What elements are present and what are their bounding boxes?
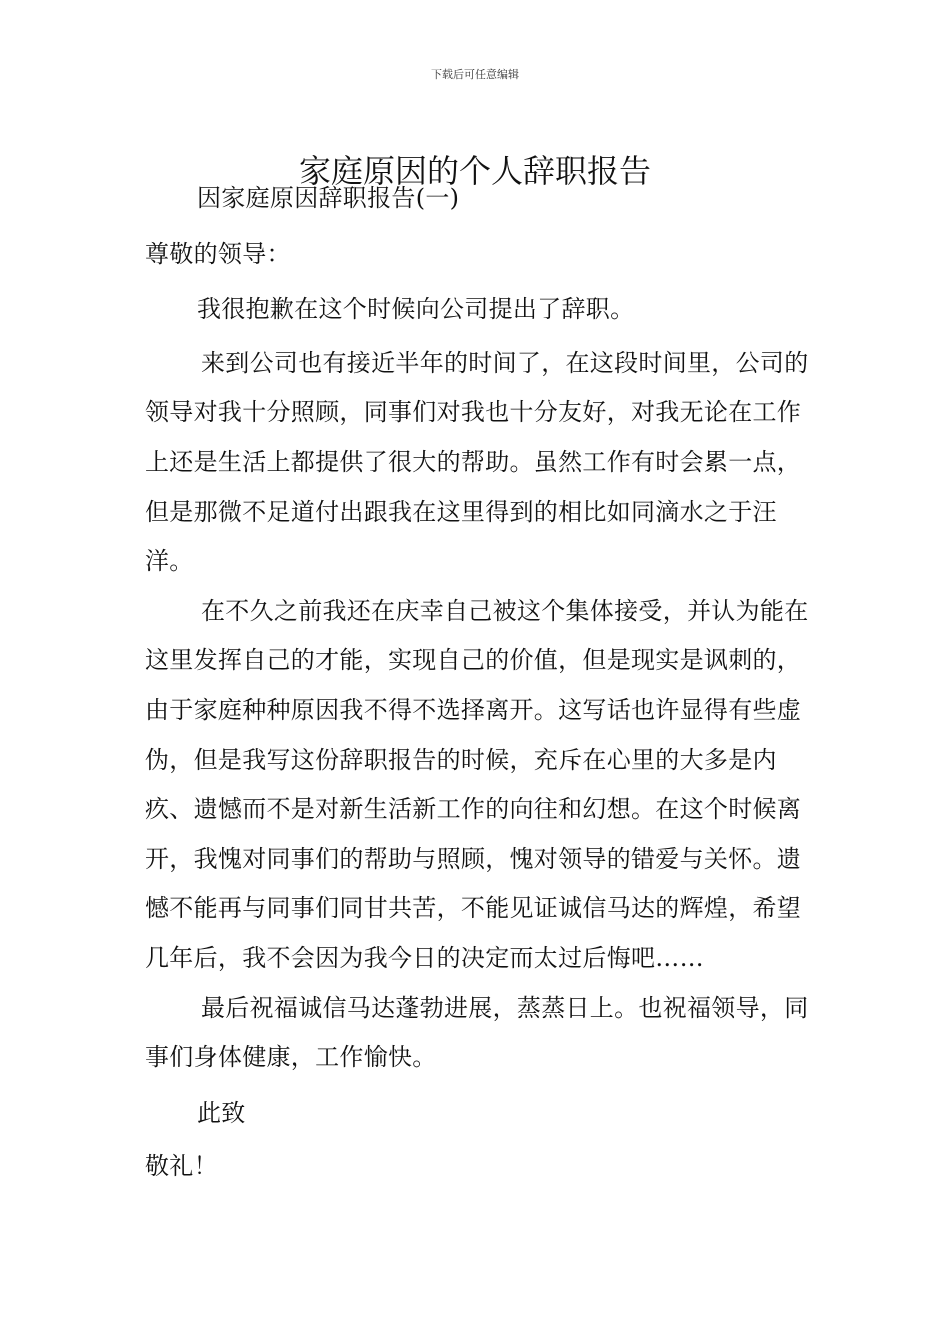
closing: 此致	[197, 1098, 246, 1127]
salutation: 尊敬的领导：	[145, 239, 291, 268]
paragraph-4: 最后祝福诚信马达蓬勃进展，蒸蒸日上。也祝福领导，同事们身体健康，工作愉快。	[145, 993, 809, 1072]
header-note: 下载后可任意编辑	[431, 68, 519, 81]
paragraph-3: 在不久之前我还在庆幸自己被这个集体接受，并认为能在这里发挥自己的才能，实现自己的价值，但是现实是讽刺的，由于家庭种种原因我不得不选择离开。这写话也许显得有些虚伪，但是我写这份辞职报告的时候，充斥在心里的大多是内疚、遗憾而不是对新生活新工作的向往和幻想。在这个时候离开，我愧对同事们的帮助与照顾，愧对领导的错爱与关怀。遗憾不能再与同事们同甘共苦，不能见证诚信马达的辉煌，希望几年后，我不会因为我今日的决定而太过后悔吧……	[145, 596, 809, 972]
document-body	[145, 174, 810, 1192]
regards: 敬礼！	[145, 1152, 218, 1181]
document-title: 家庭原因的个人辞职报告	[298, 152, 651, 191]
paragraph-1: 我很抱歉在这个时候向公司提出了辞职。	[197, 295, 635, 324]
subtitle: 因家庭原因辞职报告(一)	[197, 184, 460, 212]
paragraph-2: 来到公司也有接近半年的时间了，在这段时间里，公司的领导对我十分照顾，同事们对我也十分友好，对我无论在工作上还是生活上都提供了很大的帮助。虽然工作有时会累一点，但是那微不足道付出跟我在这里得到的相比如同滴水之于汪洋。	[145, 348, 809, 576]
